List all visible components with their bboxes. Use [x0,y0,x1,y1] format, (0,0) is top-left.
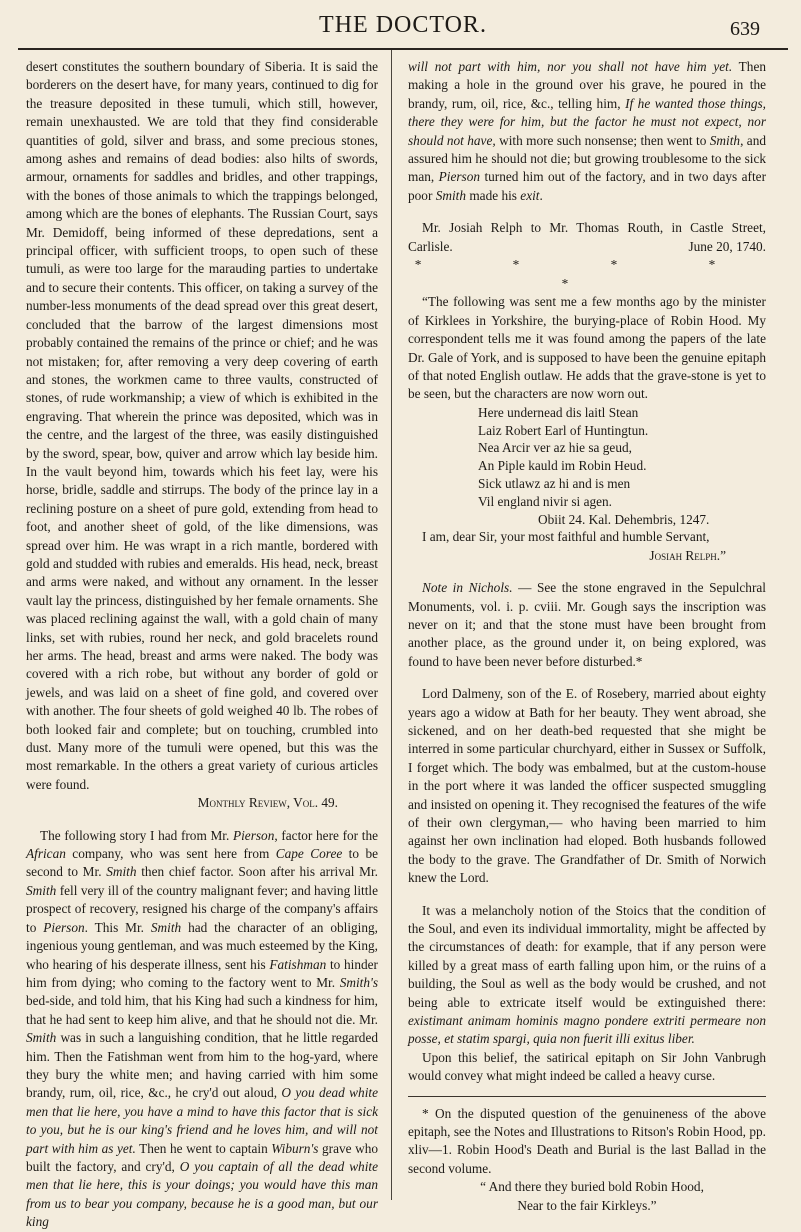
paragraph-stoics: It was a melancholy notion of the Stoics that the condition of the Soul, and even its individual immortality, might be affected by the circumstances of death: for example, that if any person were killed by a great mass of earth falling upon him, or the ruins of a building, the Soul as well as the body would be crushed, and not being able to extricate itself would be extinguished there: existimant animam hominis magno pondere extriti permeare non posse, et statim spargi, quia non fuerit illi exitus liber. [408,902,766,1047]
epitaph-verse [408,404,766,529]
footnote-quote-line: Near to the fair Kirkleys.” [517,1197,657,1213]
footnote-rule [408,1096,766,1097]
paragraph-continuation: will not part with him, nor you shall not have him yet. Then making a hole in the ground over his grave, he poured in the brandy, rum, oil, rice, &c., telling him, If he wanted those things, there they were for him, but the factor he must not expect, nor should not have, with more such nonsense; then went to Smith, and assured him he should not die; but growing troublesome to the sick man, Pierson turned him out of the factory, and in two days after poor Smith made his exit. [408,59,767,203]
epitaph-line: An Piple kauld im Robin Heud. [478,458,647,474]
right-column [408,58,766,1215]
running-title: THE DOCTOR. [319,12,487,38]
left-column [26,58,378,1232]
spacer [408,888,766,902]
letter-date: June 20, 1740. [688,239,766,255]
page-number: 639 [730,18,760,40]
footnote: * On the disputed question of the genuineness of the above epitaph, see the Notes and Illustrations to Ritson's Robin Hood, pp. xliv—1. Robin Hood's Death and Burial is the last Ballad in the second volume. [408,1105,766,1176]
spacer [408,205,766,219]
paragraph-siberia: desert constitutes the southern boundary of Siberia. It is said the borderers on the desert have, for many years, continued to dig for the treasure deposited in these tumuli, which still, however, remain unexhausted. We are told that they find considerable quantities of gold, silver and brass, and some precious stones, among ashes and remains of dead bodies: also hilts of swords, armour, ornaments for saddles and bridles, and other trappings, with the bones of those animals to which the trappings belonged, among which are the bones of elephants. The Russian Court, says Mr. Demidoff, being informed of these depredations, sent a principal officer, with sufficient troops, to open such of these tumuli, as were too large for the marauding parties to undertake and to secure their contents. This officer, on taking a survey of the number-less monuments of the dead spread over this great desert, concluded that the barrow of the largest dimensions most probably contained the remains of the prince or chief; and he was not mistaken; for, after removing a very deep covering of earth and stones, the workmen came to three vaults, constructed of stones, of rude workmanship; a view of which is exhibited in the engraving. That wherein the prince was deposited, which was in the centre, and the largest of the three, was easily distinguished by the sword, spear, bow, quiver and arrow which lay beside him. In the vault beyond him, towards which his feet lay, were his horse, bridle, saddle and stirrups. The body of the prince lay in a reclining posture on a sheet of pure gold, extending from head to foot, and another sheet of gold, of the like dimensions, was spread over him. He was wrapt in a rich mantle, bordered with gold and studded with rubies and emeralds. His head, neck, breast and arms were naked, and without any ornament. In the lesser vault lay the princess, distinguished by her female ornaments. She was placed reclining against the wall, with a gold chain of many links, set with rubies, round her neck, and gold bracelets round her arms. The head, breast and arms were naked. The body was covered with a rich robe, but without any border of gold or jewels, and was laid on a sheet of fine gold, and covered over with another. The four sheets of gold weighed 40 lb. The robes of both looked fair and complete; but on touching, crumbled into dust. Many more of the tumuli were opened, but this was the most remarkable. In the others a great variety of curious articles were found. [26,59,378,792]
page-header [18,8,788,50]
spacer [26,813,378,827]
epitaph-line: Obiit 24. Kal. Dehembris, 1247. [538,511,710,527]
asterism: * * * * * [414,257,760,291]
epitaph-line: Here undernead dis laitl Stean [478,404,639,420]
letter-closing: I am, dear Sir, your most faithful and humble Servant, [422,529,710,545]
column-divider [391,50,392,1200]
spacer [408,565,766,579]
letter-heading: Mr. Josiah Relph to Mr. Thomas Routh, in Castle Street, Carlisle. [408,220,766,254]
footnote-quote-line: “ And there they buried bold Robin Hood, [480,1179,704,1195]
epitaph-line: Nea Arcir ver az hie sa geud, [478,440,632,456]
epitaph-line: Laiz Robert Earl of Huntingtun. [478,422,649,438]
source-citation: Monthly Review, Vol. 49. [197,795,338,811]
letter-signature: Josiah Relph.” [649,547,726,563]
note-nichols: Note in Nichols. — See the stone engraved in the Sepulchral Monuments, vol. i. p. cviii. Mr. Gough says the inscription was never on it; and that the stone must have been brought from another place, as the ground under it, on being explored, was found to have been never before disturbed.* [408,580,766,669]
epitaph-line: Sick utlawz az hi and is men [478,475,631,491]
paragraph-fatishman-story: The following story I had from Mr. Pierson, factor here for the African company, who was sent here from Cape Coree to be second to Mr. Smith then chief factor. Soon after his arrival Mr. Smith fell very ill of the country malignant fever; and having little prospect of recovery, resigned his charge of the company's affairs to Pierson. This Mr. Smith had the character of an obliging, ingenious young gentleman, and was much esteemed by the King, who hearing of his desperate illness, sent his Fatishman to hinder him from dying; who coming to the factory went to Mr. Smith's bed-side, and told him, that his King had such a kindness for him, that he had sent to keep him alive, and that he should not die. Mr. Smith was in such a languishing condition, that he little regarded him. Then the Fatishman went from him to the hog-yard, where they bury the white men; and having carried with him some brandy, rum, oil, rice, &c., he cry'd out aloud, O you dead white men that lie here, you have a mind to have this factor that is sick to you, but he is our king's friend and he loves him, and will not part with him as yet. Then he went to captain Wiburn's grave who built the factory, and cry'd, O you captain of all the dead white men that lie here, this is your doings; you would have this man from us to bear you company, because he is a good man, but our king [26,827,379,1230]
paragraph-dalmeny: Lord Dalmeny, son of the E. of Rosebery, married about eighty years ago a widow at Bath for her beauty. They went abroad, she sickened, and on her death-bed requested that she might be interred in some particular churchyard, either in Sussex or Suffolk, I forget which. The body was embalmed, but at the custom-house in the port where it was landed the officer suspected smuggling and insisted on opening it. They recognised the features of the wife of their own clergyman,— who having been married to him against her own inclination had eloped. Both husbands followed the body to the grave. The Grandfather of Dr. Smith of Norwich knew the Lord. [408,686,766,886]
paragraph-vanbrugh: Upon this belief, the satirical epitaph on Sir John Vanbrugh would convey what might indeed be called a heavy curse. [408,1049,766,1084]
spacer [408,671,766,685]
epitaph-line: Vil england nivir si agen. [478,493,612,509]
letter-body: “The following was sent me a few months ago by the minister of Kirklees in Yorkshire, the burying-place of Robin Hood. My correspondent tells me it was found among the papers of the late Dr. Gale of York, and is supposed to have been the genuine epitaph of that noted English outlaw. He adds that the grave-stone is yet to be seen, but the characters are now worn out. [408,294,766,402]
